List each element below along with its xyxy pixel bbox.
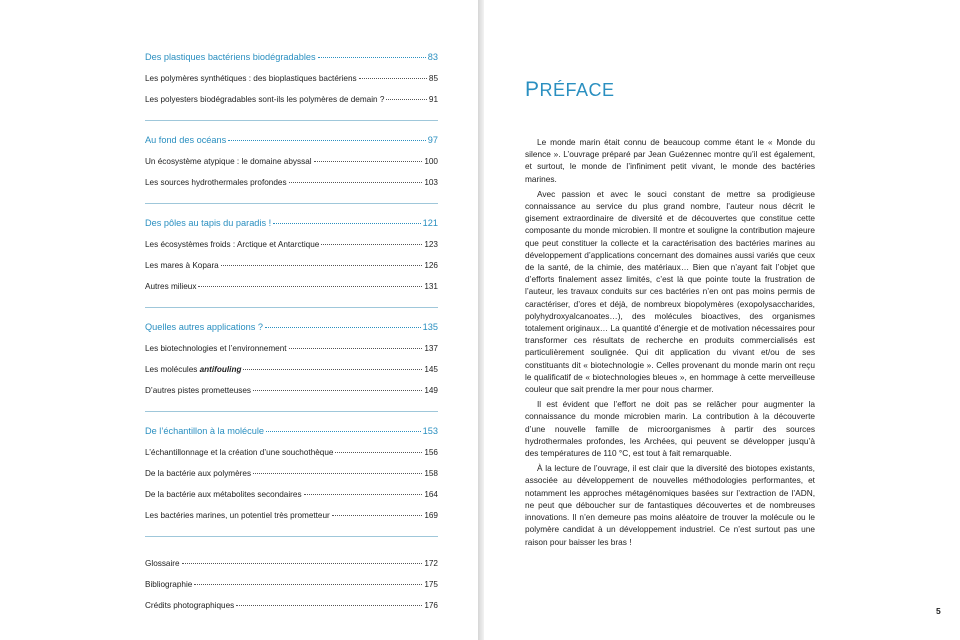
paragraph: Avec passion et avec le souci constant de mettre sa prodigieuse connaissance au service du plus grand nombre, l’auteur nous décrit le gisement extraordinaire de diversité et de découvertes que constitue cette composante du monde microbien. Il montre et souligne la contribution majeure que peut constituer la collecte et la caractérisation des bactéries marines au développement d’applications concernant des domaines aussi variés que ceux de la santé, de la chimie, des matériaux… Bien que n’ayant fait l’objet que d’efforts finalement assez limités, c’est là que pointe toute la frustration de l’auteur, les travaux conduits sur ces bactéries n’en ont pas moins permis de caractériser, d’ores et déjà, de nombreux biopolymères (exopolysaccharides, polyhydroxyalcanoates…), des molécules bioactives, des organismes totalement originaux… La quantité d’énergie et de motivation nécessaires pour transformer ces résultats de recherche en produits commercialisés est particulièrement soulignée. Qui dit application du vivant et/ou de ses constituants dit « biotechnologie ». Celles provenant du monde marin ont reçu le qualificatif de « biotechnologies bleues », en hommage à cette merveilleuse couleur que sait prendre la mer pour nous charmer. (525, 188, 815, 395)
toc-entry[interactable]: Les bactéries marines, un potentiel très prometteur 169 (145, 511, 438, 520)
toc-entry[interactable]: Les écosystèmes froids : Arctique et Antarctique 123 (145, 240, 438, 249)
toc-back-matter (145, 559, 438, 626)
toc-chapter[interactable]: Des plastiques bactériens biodégradables 83 (145, 52, 438, 62)
toc-entry[interactable]: Les molécules antifouling 145 (145, 365, 438, 374)
toc-section (145, 426, 438, 537)
toc-section (145, 52, 438, 121)
toc-entry[interactable]: D’autres pistes prometteuses 149 (145, 386, 438, 395)
toc-entry[interactable]: L’échantillonnage et la création d’une souchothèque 156 (145, 448, 438, 457)
toc-entry[interactable]: Les mares à Kopara 126 (145, 261, 438, 270)
toc-entry[interactable]: Les polymères synthétiques : des bioplastiques bactériens 85 (145, 74, 438, 83)
left-page (0, 0, 478, 640)
paragraph: Il est évident que l’effort ne doit pas se relâcher pour augmenter la connaissance du monde microbien marin. La contribution à la découverte d’une nouvelle famille de microorganismes à partir des sources hydrothermales profondes, les Archées, qui peuvent se développer jusqu’à des températures de 110 °C, est tout à fait remarquable. (525, 399, 815, 459)
toc-entry[interactable]: Glossaire 172 (145, 559, 438, 568)
paragraph: Le monde marin était connu de beaucoup comme étant le « Monde du silence ». L’ouvrage préparé par Jean Guézennec montre qu’il est également, et surtout, le monde de l’infiniment petit vivant, le monde des bactéries marines. (525, 137, 815, 184)
table-of-contents (145, 52, 438, 640)
toc-entry[interactable]: Un écosystème atypique : le domaine abyssal 100 (145, 157, 438, 166)
toc-chapter[interactable]: De l’échantillon à la molécule 153 (145, 426, 438, 436)
toc-entry[interactable]: Autres milieux 131 (145, 282, 438, 291)
toc-chapter[interactable]: Des pôles au tapis du paradis ! 121 (145, 218, 438, 228)
toc-entry[interactable]: Les polyesters biodégradables sont-ils les polymères de demain ? 91 (145, 95, 438, 104)
toc-entry[interactable]: Les sources hydrothermales profondes 103 (145, 178, 438, 187)
toc-entry[interactable]: Les biotechnologies et l’environnement 137 (145, 344, 438, 353)
toc-entry[interactable]: Bibliographie 175 (145, 580, 438, 589)
page-title: PRÉFACE (525, 78, 615, 101)
toc-section (145, 322, 438, 412)
toc-chapter[interactable]: Quelles autres applications ? 135 (145, 322, 438, 332)
toc-section (145, 135, 438, 204)
paragraph: À la lecture de l’ouvrage, il est clair que la diversité des biotopes existants, associée au développement de nouvelles méthodologies performantes, et notamment les approches métagénomiques basées sur l’extraction de l’ADN, ne peut que déboucher sur de fantastiques découvertes et de nombreuses innovations. Il n’en demeure pas moins aléatoire de trouver la molécule ou le polymère candidat à un développement industriel. Ce n’est surtout pas une raison pour baisser les bras ! (525, 463, 815, 547)
toc-chapter[interactable]: Au fond des océans 97 (145, 135, 438, 145)
toc-section (145, 218, 438, 308)
toc-entry[interactable]: De la bactérie aux polymères 158 (145, 469, 438, 478)
toc-entry[interactable]: De la bactérie aux métabolites secondaires 164 (145, 490, 438, 499)
preface-body (525, 136, 815, 551)
toc-entry[interactable]: Crédits photographiques 176 (145, 601, 438, 610)
page-number: 5 (936, 606, 941, 616)
